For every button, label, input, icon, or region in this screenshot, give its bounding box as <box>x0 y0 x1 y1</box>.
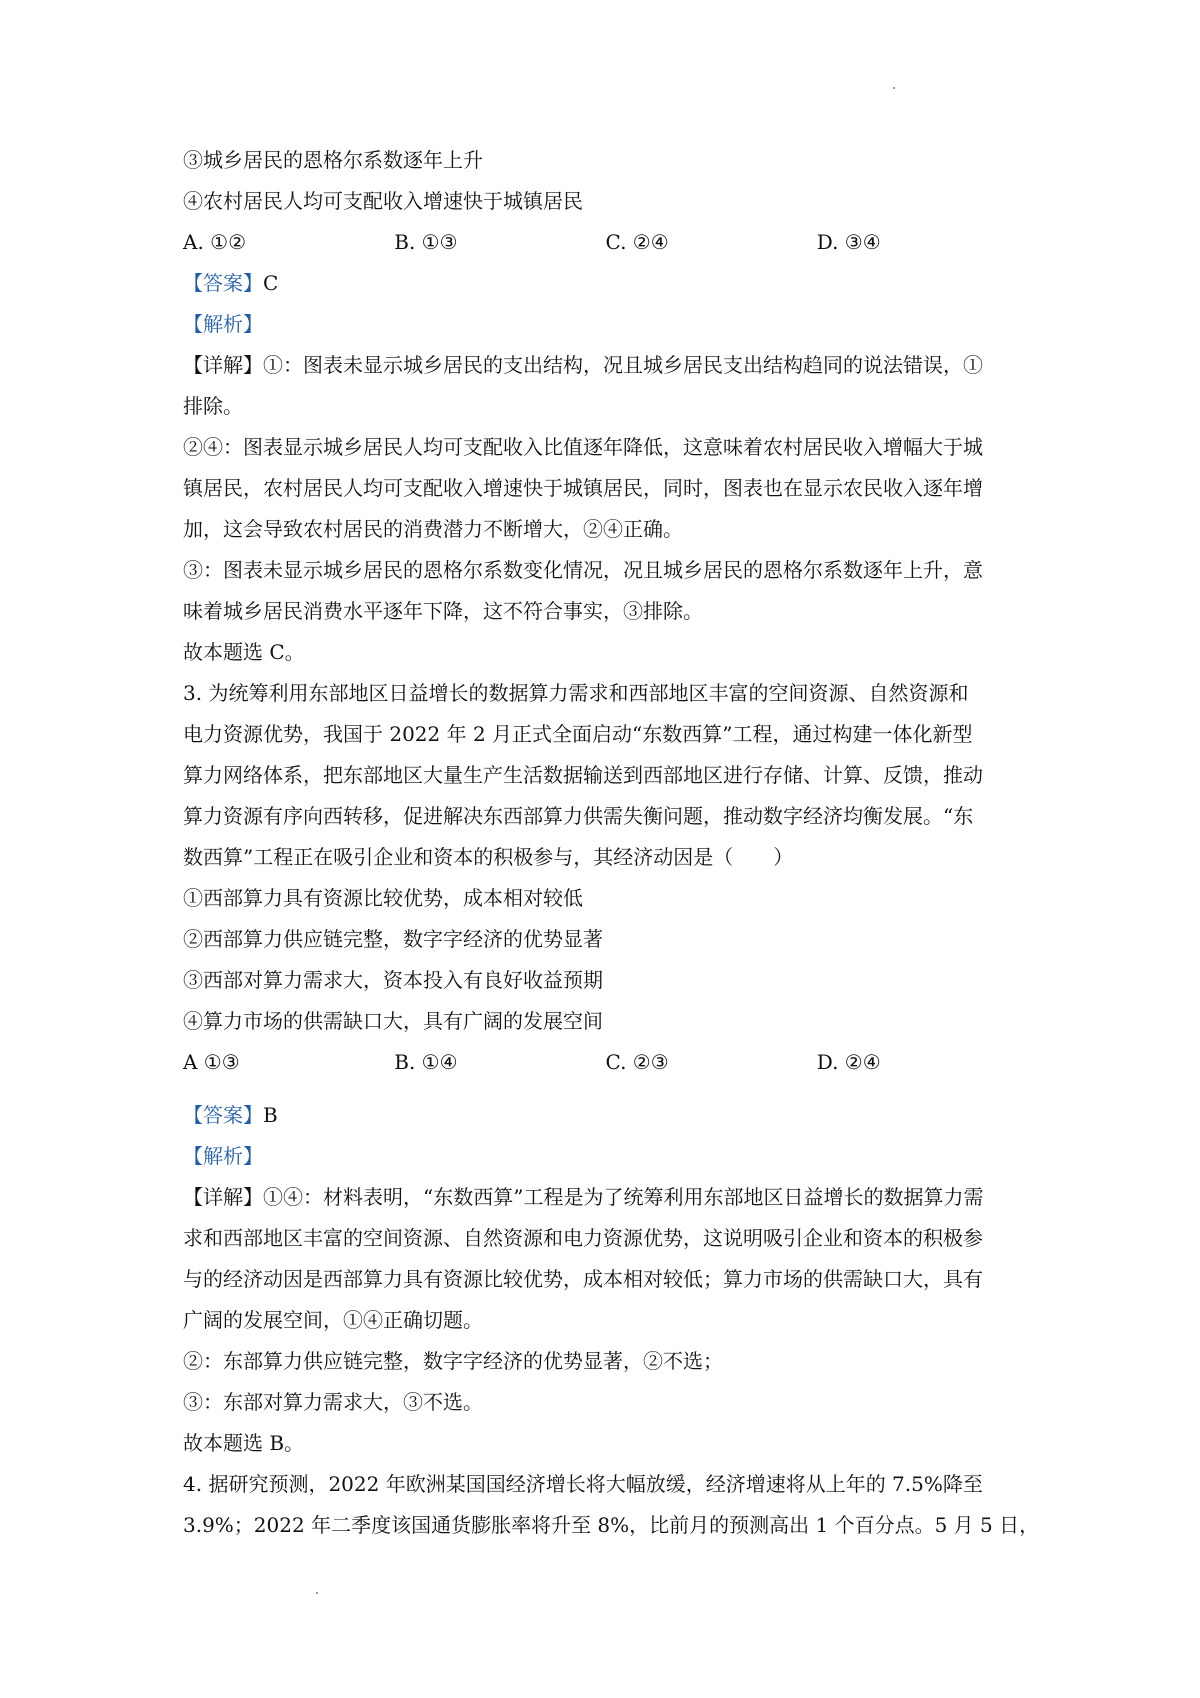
choice-option: D. ②④ <box>816 1050 881 1074</box>
section-value: B <box>263 1103 278 1127</box>
text-line: 算力资源有序向西转移，促进解决东西部算力供需失衡问题，推动数字经济均衡发展。“东 <box>183 804 974 828</box>
text-line: ②：东部算力供应链完整，数字字经济的优势显著，②不选； <box>183 1349 723 1373</box>
text-line: 3.9%；2022 年二季度该国通货膨胀率将升至 8%，比前月的预测高出 1 个百分点。5 月 5 日， <box>183 1513 1040 1537</box>
text-line: ②④：图表显示城乡居民人均可支配收入比值逐年降低，这意味着农村居民收入增幅大于城 <box>183 435 983 459</box>
choice-option: C. ②③ <box>605 1050 669 1074</box>
answer-line <box>183 304 1028 345</box>
section-tag: 【答案】 <box>183 1103 263 1127</box>
answer-line <box>183 1136 1028 1177</box>
choice-option: A. ①② <box>183 230 247 254</box>
scan-dot-bottom <box>316 1592 318 1594</box>
text-line: 味着城乡居民消费水平逐年下降，这不符合事实，③排除。 <box>183 599 703 623</box>
text-line: 加，这会导致农村居民的消费潜力不断增大，②④正确。 <box>183 517 683 541</box>
choice-option: D. ③④ <box>816 230 881 254</box>
text-line: ④算力市场的供需缺口大，具有广阔的发展空间 <box>183 1009 603 1033</box>
choice-option: A ①③ <box>183 1050 240 1074</box>
choice-option: B. ①③ <box>394 230 458 254</box>
text-line: ③：图表未显示城乡居民的恩格尔系数变化情况，况且城乡居民的恩格尔系数逐年上升，意 <box>183 558 983 582</box>
choice-options <box>183 222 1028 263</box>
text-line: ④农村居民人均可支配收入增速快于城镇居民 <box>183 189 583 213</box>
text-line: 4. 据研究预测，2022 年欧洲某国国经济增长将大幅放缓，经济增速将从上年的 7.5%降至 <box>183 1472 983 1496</box>
choice-option: B. ①④ <box>394 1050 458 1074</box>
text-line: 电力资源优势，我国于 2022 年 2 月正式全面启动“东数西算”工程，通过构建一体化新型 <box>183 722 973 746</box>
section-tag: 【解析】 <box>183 1144 263 1168</box>
text-line: ①西部算力具有资源比较优势，成本相对较低 <box>183 886 583 910</box>
text-line: 与的经济动因是西部算力具有资源比较优势，成本相对较低；算力市场的供需缺口大，具有 <box>183 1267 983 1291</box>
document-page <box>183 140 1040 1546</box>
scan-dot-top <box>893 87 895 89</box>
text-line: 求和西部地区丰富的空间资源、自然资源和电力资源优势，这说明吸引企业和资本的积极参 <box>183 1226 983 1250</box>
section-value: C <box>263 271 279 295</box>
text-line: 故本题选 B。 <box>183 1431 305 1455</box>
choice-options <box>183 1042 1028 1083</box>
choice-option: C. ②④ <box>605 230 669 254</box>
text-line: ②西部算力供应链完整，数字字经济的优势显著 <box>183 927 603 951</box>
text-line: 故本题选 C。 <box>183 640 305 664</box>
text-line: 广阔的发展空间，①④正确切题。 <box>183 1308 483 1332</box>
answer-line <box>183 263 1028 304</box>
text-line: 数西算”工程正在吸引企业和资本的积极参与，其经济动因是（ ） <box>183 845 794 869</box>
spacer <box>183 1083 1028 1095</box>
text-line: 镇居民，农村居民人均可支配收入增速快于城镇居民，同时，图表也在显示农民收入逐年增 <box>183 476 983 500</box>
text-line: 排除。 <box>183 394 243 418</box>
answer-line <box>183 1095 1028 1136</box>
section-tag: 【答案】 <box>183 271 263 295</box>
text-line: 算力网络体系，把东部地区大量生产生活数据输送到西部地区进行存储、计算、反馈，推动 <box>183 763 983 787</box>
text-line: 3. 为统筹利用东部地区日益增长的数据算力需求和西部地区丰富的空间资源、自然资源和 <box>183 681 969 705</box>
text-line: ③城乡居民的恩格尔系数逐年上升 <box>183 148 483 172</box>
text-line: ③：东部对算力需求大，③不选。 <box>183 1390 483 1414</box>
text-line: 【详解】①④：材料表明，“东数西算”工程是为了统筹利用东部地区日益增长的数据算力需 <box>183 1185 984 1209</box>
text-line: ③西部对算力需求大，资本投入有良好收益预期 <box>183 968 603 992</box>
section-tag: 【解析】 <box>183 312 263 336</box>
text-line: 【详解】①：图表未显示城乡居民的支出结构，况且城乡居民支出结构趋同的说法错误，① <box>183 353 983 377</box>
